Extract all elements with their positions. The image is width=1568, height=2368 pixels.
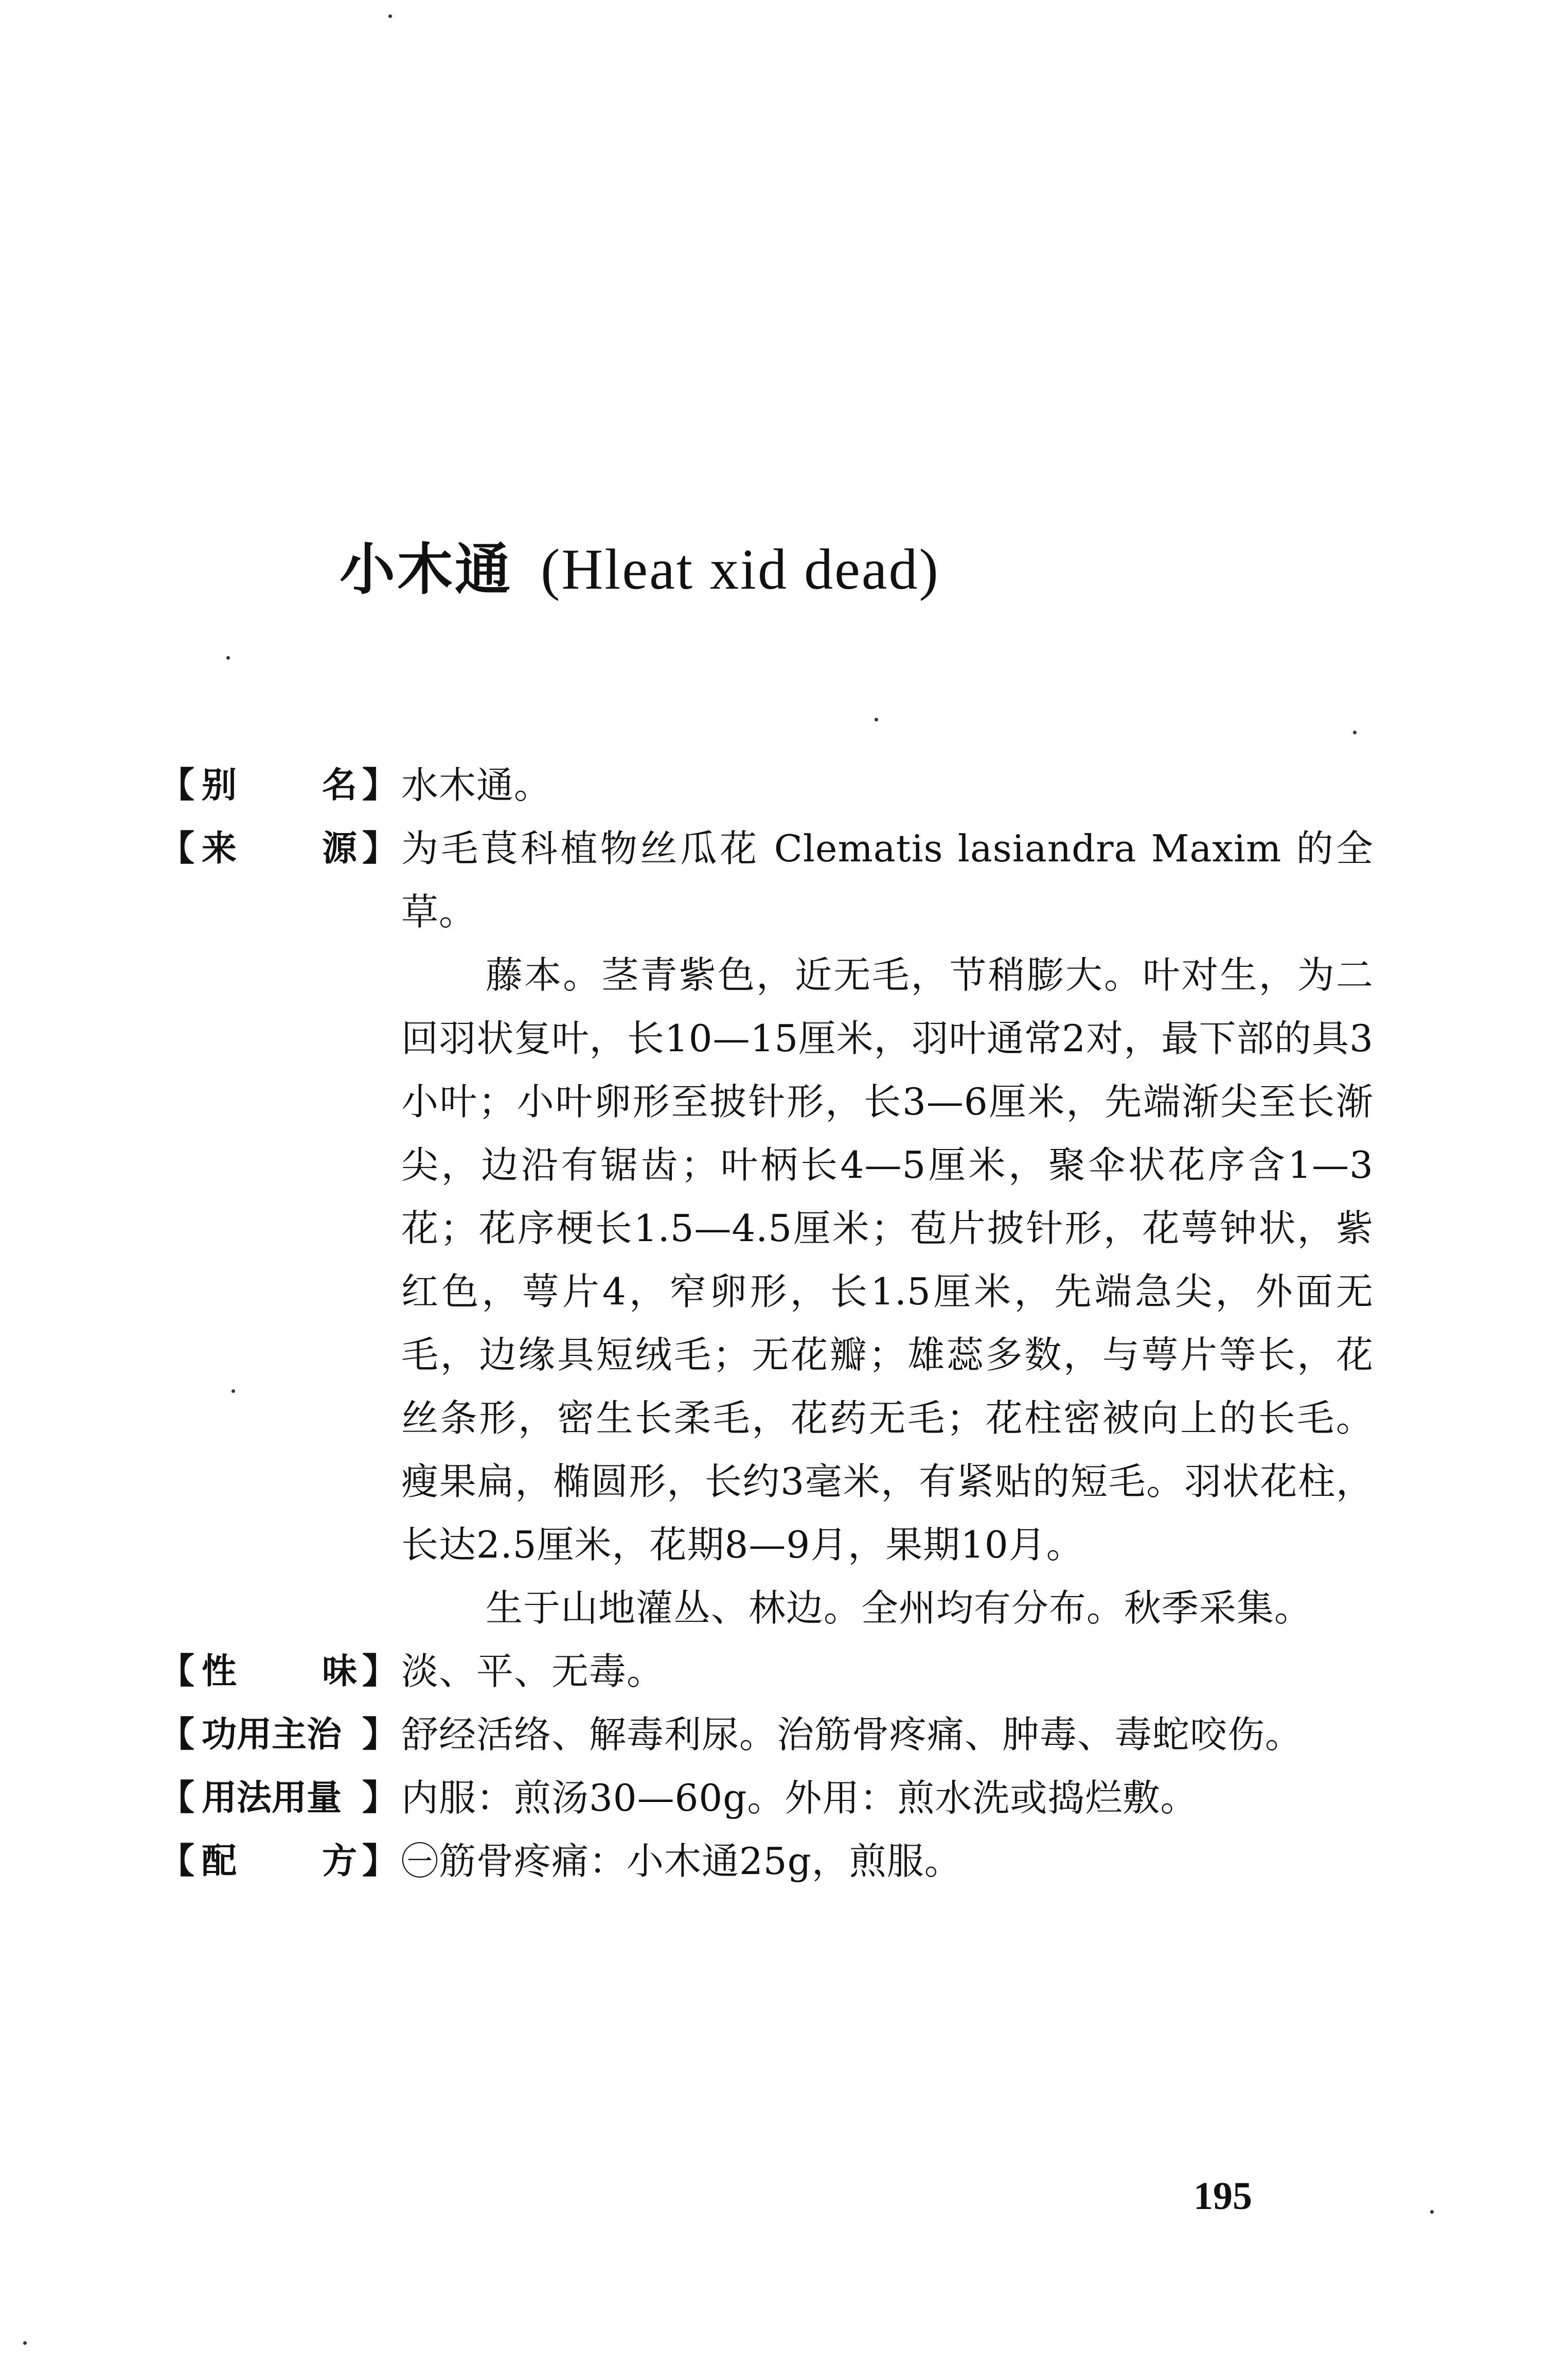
entry-usage-dosage xyxy=(159,1766,1374,1830)
entry-prescription xyxy=(159,1830,1374,1893)
entry-function-indication xyxy=(159,1703,1374,1766)
entry-body xyxy=(401,1766,1374,1830)
entry-body xyxy=(401,1830,1374,1893)
label-left: 功用主治 xyxy=(202,1715,342,1755)
paragraph: 水木通。 xyxy=(401,764,552,807)
title-chinese: 小木通 xyxy=(340,538,513,602)
entry-label: 【 来 源 】 xyxy=(159,817,401,880)
paragraph: 内服：煎汤30—60g。外用：煎水洗或捣烂敷。 xyxy=(401,1776,1198,1819)
paragraph: 为毛茛科植物丝瓜花 Clematis lasiandra Maxim 的全草。 xyxy=(401,827,1374,933)
label-left: 用法用量 xyxy=(202,1778,342,1818)
label-left: 别 xyxy=(202,765,237,806)
entry-label: 【 性 味 】 xyxy=(159,1640,401,1703)
title-latin: (Hleat xid dead) xyxy=(541,538,940,602)
scan-speck xyxy=(231,1389,235,1393)
label-left: 来 xyxy=(202,828,237,869)
paragraph: 生于山地灌丛、林边。全州均有分布。秋季采集。 xyxy=(486,1586,1312,1630)
entry-alias xyxy=(159,754,1374,817)
scan-speck xyxy=(226,656,230,660)
entry-body xyxy=(401,1703,1374,1766)
entry-label: 【 功用主治 】 xyxy=(159,1703,401,1766)
scan-speck xyxy=(875,718,878,721)
label-right: 方 xyxy=(322,1841,357,1882)
entry-label: 【 用法用量 】 xyxy=(159,1766,401,1830)
label-right: 味 xyxy=(322,1651,357,1692)
entry-body xyxy=(401,1640,1374,1703)
entry-body xyxy=(401,754,1374,817)
entry-list xyxy=(159,754,1374,1893)
label-right: 源 xyxy=(322,828,357,869)
label-right: 名 xyxy=(322,765,357,806)
label-left: 配 xyxy=(202,1841,237,1882)
entry-body xyxy=(401,817,1374,1640)
paragraph: ㊀筋骨疼痛：小木通25g，煎服。 xyxy=(401,1840,962,1883)
paragraph: 淡、平、无毒。 xyxy=(401,1650,665,1693)
entry-nature-taste xyxy=(159,1640,1374,1703)
scan-speck xyxy=(388,14,392,18)
entry-title xyxy=(340,535,940,604)
label-left: 性 xyxy=(202,1651,237,1692)
scan-speck xyxy=(1430,2210,1434,2214)
entry-label: 【 配 方 】 xyxy=(159,1830,401,1893)
entry-label: 【 别 名 】 xyxy=(159,754,401,817)
scan-speck xyxy=(1353,731,1357,734)
paragraph: 舒经活络、解毒利尿。治筋骨疼痛、肿毒、毒蛇咬伤。 xyxy=(401,1713,1303,1756)
page-number: 195 xyxy=(1193,2175,1252,2218)
paragraph: 藤本。茎青紫色，近无毛，节稍膨大。叶对生，为二回羽状复叶，长10—15厘米，羽叶通常2对，最下部的具3小叶；小叶卵形至披针形，长3—6厘米，先端渐尖至长渐尖，边沿有锯齿；叶柄长4—5厘米，聚伞状花序含1—3花；花序梗长1.5—4.5厘米；苞片披针形，花萼钟状，紫红色，萼片4，窄卵形，长1.5厘米，先端急尖，外面无毛，边缘具短绒毛；无花瓣；雄蕊多数，与萼片等长，花丝条形，密生长柔毛，花药无毛；花柱密被向上的长毛。瘦果扁，椭圆形，长约3毫米，有紧贴的短毛。羽状花柱，长达2.5厘米，花期8—9月，果期10月。 xyxy=(401,953,1374,1566)
scan-speck xyxy=(23,2341,27,2345)
entry-source xyxy=(159,817,1374,1640)
